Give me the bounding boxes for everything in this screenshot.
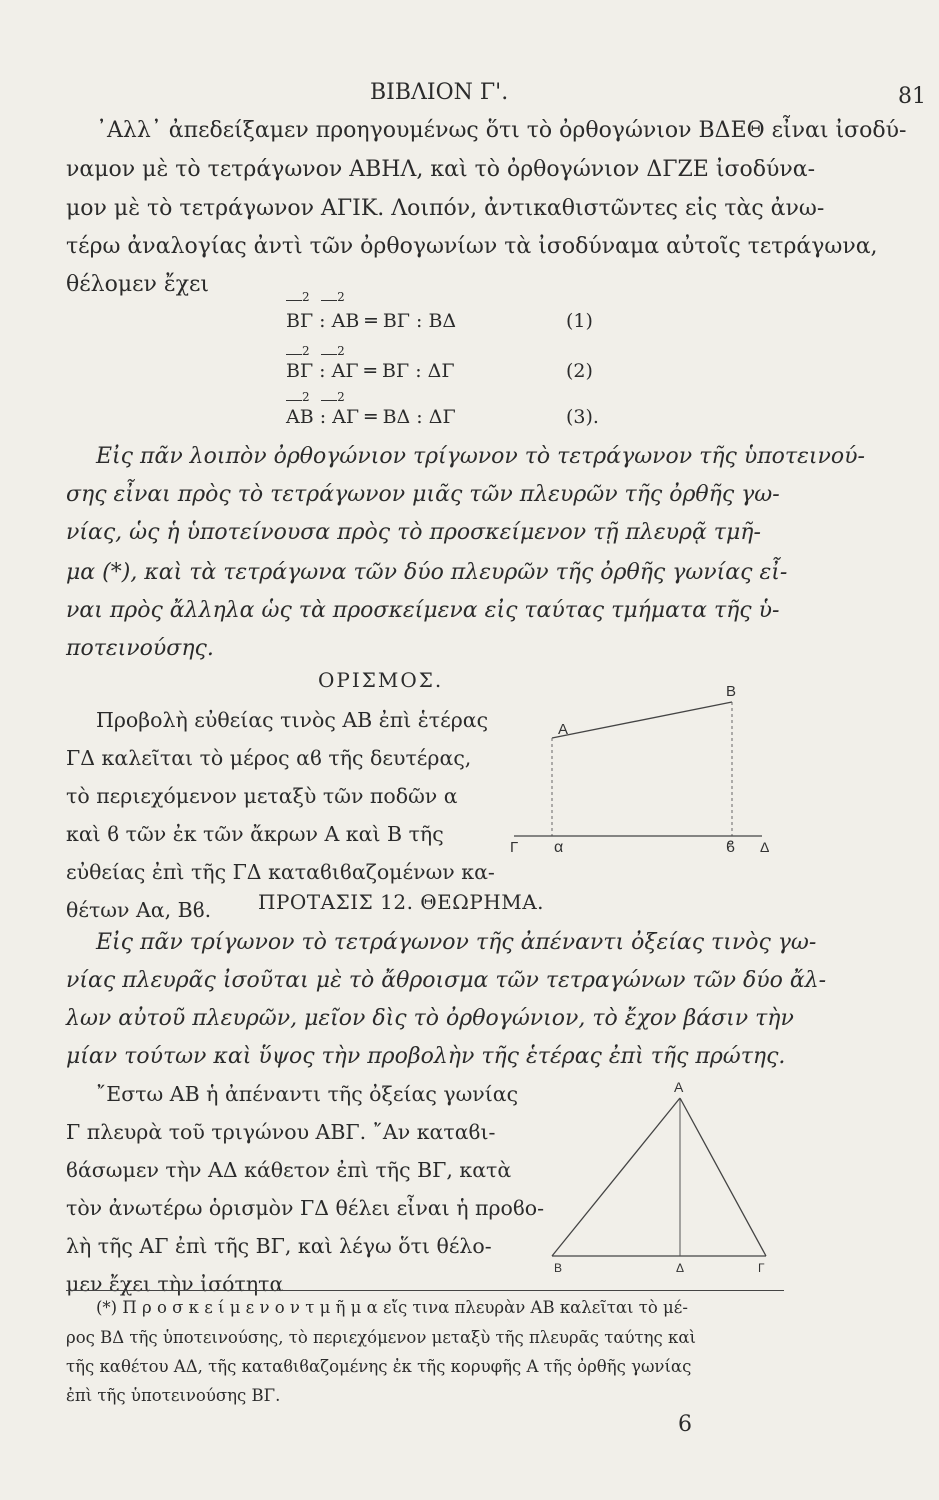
- side-ag: [680, 1098, 766, 1256]
- definition-line: Προβολὴ εὐθείας τινὸς ΑΒ ἐπὶ ἑτέρας: [96, 708, 489, 732]
- definition-line: τὸ περιεχόμενον μεταξὺ τῶν ποδῶν α: [66, 784, 458, 808]
- equation-exponents: [286, 390, 345, 404]
- label-b: B: [554, 1261, 563, 1274]
- proof-line: Γ πλευρὰ τοῦ τριγώνου ΑΒΓ. ῎Αν καταϐι-: [66, 1120, 496, 1144]
- exponent: 2: [337, 290, 345, 304]
- overbar: [286, 354, 302, 355]
- label-d: Δ: [760, 839, 770, 855]
- footnote-line: ρος ΒΔ τῆς ὑποτεινούσης, τὸ περιεχόμενον μεταξὺ τῆς πλευρᾶς ταύτης καὶ: [66, 1328, 696, 1347]
- definition-line: ΓΔ καλεῖται τὸ μέρος αϐ τῆς δευτέρας,: [66, 746, 472, 770]
- proposition-line: λων αὐτοῦ πλευρῶν, μεῖον δὶς τὸ ὀρθογώνιον, τὸ ἔχον βάσιν τὴν: [66, 1006, 794, 1031]
- equation-2: ΒΓ : ΑΓ ═ ΒΓ : ΔΓ: [286, 360, 455, 382]
- theorem-line: ποτεινούσης.: [66, 636, 214, 661]
- overbar: [321, 400, 337, 401]
- proof-line: λὴ τῆς ΑΓ ἐπὶ τῆς ΒΓ, καὶ λέγω ὅτι θέλο-: [66, 1234, 492, 1258]
- footnote-rule: [66, 1290, 784, 1291]
- label-a: A: [558, 721, 569, 738]
- label-a: A: [674, 1079, 684, 1095]
- triangle-figure: [540, 1078, 780, 1274]
- equation-exponents: [286, 344, 345, 358]
- label-d: Δ: [676, 1261, 685, 1274]
- side-ab: [552, 1098, 680, 1256]
- theorem-line: νίας, ὡς ἡ ὑποτείνουσα πρὸς τὸ προσκείμενον τῇ πλευρᾷ τμῆ-: [66, 520, 761, 545]
- equation-exponents: [286, 290, 345, 304]
- proof-line: μεν ἔχει τὴν ἰσότητα: [66, 1272, 284, 1296]
- definition-line: εὐθείας ἐπὶ τῆς ΓΔ καταϐιϐαζομένων κα-: [66, 860, 495, 884]
- exponent: 2: [337, 390, 345, 404]
- equation-number: (1): [566, 310, 593, 332]
- exponent: 2: [337, 344, 345, 358]
- signature-mark: 6: [678, 1412, 692, 1437]
- intro-line: ᾽Αλλ᾽ ἀπεδείξαμεν προηγουμένως ὅτι τὸ ὀρθογώνιον ΒΔΕΘ εἶναι ἰσοδύ-: [96, 118, 907, 143]
- exponent: 2: [302, 290, 310, 304]
- label-b: B: [726, 683, 737, 700]
- proof-line: τὸν ἀνωτέρω ὁρισμὸν ΓΔ θέλει εἶναι ἡ προϐο-: [66, 1196, 545, 1220]
- segment-ab: [552, 702, 732, 738]
- theorem-line: Εἰς πᾶν λοιπὸν ὀρθογώνιον τρίγωνον τὸ τετράγωνον τῆς ὑποτεινού-: [96, 444, 865, 469]
- equation-1: ΒΓ : ΑΒ ═ ΒΓ : ΒΔ: [286, 310, 457, 332]
- intro-line: θέλομεν ἔχει: [66, 272, 210, 297]
- overbar: [286, 400, 302, 401]
- exponent: 2: [302, 390, 310, 404]
- overbar: [286, 300, 302, 301]
- theorem-line: μα (*), καὶ τὰ τετράγωνα τῶν δύο πλευρῶν τῆς ὀρθῆς γωνίας εἶ-: [66, 560, 788, 585]
- proposition-line: Εἰς πᾶν τρίγωνον τὸ τετράγωνον τῆς ἀπέναντι ὀξείας τινὸς γω-: [96, 930, 817, 955]
- overbar: [321, 300, 337, 301]
- label-beta: ϐ: [726, 839, 736, 856]
- running-title: ΒΙΒΛΙΟΝ Γ'.: [370, 80, 509, 105]
- intro-line: ναμον μὲ τὸ τετράγωνον ΑΒΗΛ, καὶ τὸ ὀρθογώνιον ΔΓΖΕ ἰσοδύνα-: [66, 157, 816, 182]
- page-number: 81: [898, 84, 926, 109]
- definition-heading: ΟΡΙΣΜΟΣ.: [318, 668, 444, 692]
- proposition-line: νίας πλευρᾶς ἰσοῦται μὲ τὸ ἄθροισμα τῶν τετραγώνων τῶν δύο ἄλ-: [66, 968, 827, 993]
- equation-3: ΑΒ : ΑΓ ═ ΒΔ : ΔΓ: [286, 406, 456, 428]
- proof-line: ϐάσωμεν τὴν ΑΔ κάθετον ἐπὶ τῆς ΒΓ, κατὰ: [66, 1158, 512, 1182]
- theorem-line: ναι πρὸς ἄλληλα ὡς τὰ προσκείμενα εἰς ταύτας τμήματα τῆς ὑ-: [66, 598, 780, 623]
- label-g: Γ: [758, 1261, 765, 1274]
- definition-line: καὶ ϐ τῶν ἐκ τῶν ἄκρων Α καὶ Β τῆς: [66, 822, 444, 846]
- label-alpha: α: [554, 839, 564, 856]
- theorem-line: σης εἶναι πρὸς τὸ τετράγωνον μιᾶς τῶν πλευρῶν τῆς ὀρθῆς γω-: [66, 482, 780, 507]
- proof-line: ῎Εστω ΑΒ ἡ ἀπέναντι τῆς ὀξείας γωνίας: [96, 1082, 519, 1106]
- proposition-heading: ΠΡΟΤΑΣΙΣ 12. ΘΕΩΡΗΜΑ.: [258, 890, 545, 914]
- footnote-line: τῆς καθέτου ΑΔ, τῆς καταϐιϐαζομένης ἐκ τῆς κορυφῆς Α τῆς ὀρθῆς γωνίας: [66, 1357, 692, 1376]
- exponent: 2: [302, 344, 310, 358]
- footnote-line: (*) Π ρ ο σ κ ε ί μ ε ν ο ν τ μ ῆ μ α εἴς τινα πλευρὰν ΑΒ καλεῖται τὸ μέ-: [96, 1298, 688, 1317]
- proposition-line: μίαν τούτων καὶ ὕψος τὴν προβολὴν τῆς ἑτέρας ἐπὶ τῆς πρώτης.: [66, 1044, 786, 1069]
- intro-line: τέρω ἀναλογίας ἀντὶ τῶν ὀρθογωνίων τὰ ἰσοδύναμα αὐτοῖς τετράγωνα,: [66, 234, 878, 259]
- equation-number: (3).: [566, 406, 599, 428]
- projection-figure: [500, 680, 790, 860]
- label-g: Γ: [510, 839, 519, 856]
- overbar: [321, 354, 337, 355]
- footnote-line: ἐπὶ τῆς ὑποτεινούσης ΒΓ.: [66, 1386, 281, 1405]
- equation-number: (2): [566, 360, 593, 382]
- intro-line: μον μὲ τὸ τετράγωνον ΑΓΙΚ. Λοιπόν, ἀντικαθιστῶντες εἰς τὰς ἀνω-: [66, 196, 825, 221]
- definition-line: θέτων Αα, Βϐ.: [66, 898, 212, 922]
